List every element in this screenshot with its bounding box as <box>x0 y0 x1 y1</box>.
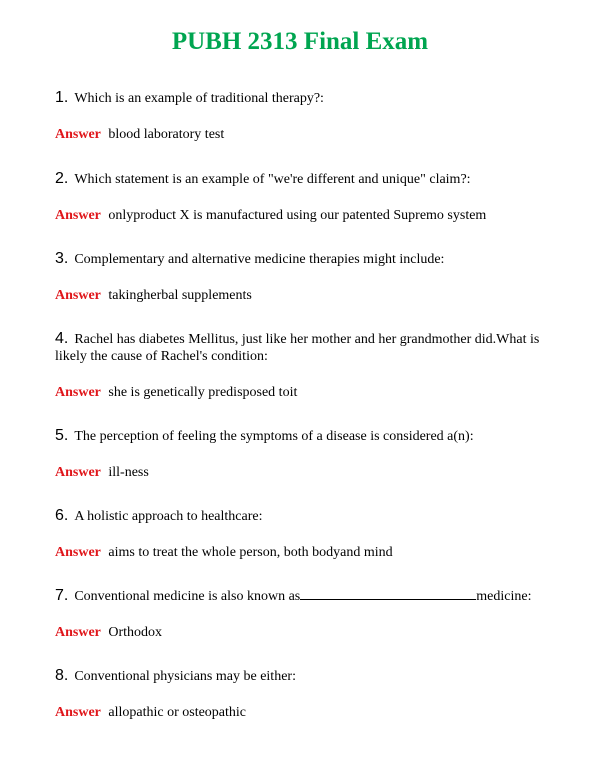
question-7 <box>55 587 545 641</box>
answer-text: takingherbal supplements <box>108 288 252 303</box>
answer-line <box>55 384 545 401</box>
question-text: 2. Which statement is an example of "we're different and unique" claim?: <box>55 170 471 187</box>
answer-line <box>55 287 545 304</box>
answer-line <box>55 704 545 721</box>
question-number: 8. <box>55 667 69 684</box>
question-text: 6. A holistic approach to healthcare: <box>55 507 263 524</box>
question-number: 1. <box>55 89 69 106</box>
question-number: 4. <box>55 330 69 347</box>
question-number: 5. <box>55 427 69 444</box>
question-text: 1. Which is an example of traditional therapy?: <box>55 89 324 106</box>
answer-label: Answer <box>55 127 101 142</box>
question-number: 3. <box>55 250 69 267</box>
answer-text: onlyproduct X is manufactured using our patented Supremo system <box>108 208 487 223</box>
question-2 <box>55 170 545 224</box>
answer-line <box>55 126 545 143</box>
question-text: 8. Conventional physicians may be either: <box>55 667 296 684</box>
answer-label: Answer <box>55 705 101 720</box>
question-number: 2. <box>55 170 69 187</box>
answer-line <box>55 544 545 561</box>
fill-in-blank <box>300 587 476 600</box>
answer-text: aims to treat the whole person, both bodyand mind <box>108 545 393 560</box>
answer-line <box>55 624 545 641</box>
answer-label: Answer <box>55 545 101 560</box>
answer-text: allopathic or osteopathic <box>108 705 247 720</box>
question-8 <box>55 667 545 721</box>
answer-line <box>55 464 545 481</box>
answer-text: ill-ness <box>108 465 149 480</box>
answer-label: Answer <box>55 208 101 223</box>
answer-text: blood laboratory test <box>108 127 225 142</box>
answer-line <box>55 207 545 224</box>
question-number: 6. <box>55 507 69 524</box>
question-6 <box>55 507 545 561</box>
answer-text: Orthodox <box>108 625 163 640</box>
page-title: PUBH 2313 Final Exam <box>171 28 429 55</box>
question-text: 3. Complementary and alternative medicine therapies might include: <box>55 250 445 267</box>
answer-label: Answer <box>55 288 101 303</box>
answer-label: Answer <box>55 465 101 480</box>
answer-label: Answer <box>55 385 101 400</box>
question-1 <box>55 89 545 143</box>
question-5 <box>55 427 545 481</box>
question-text: 7. Conventional medicine is also known as medicine: <box>55 587 532 604</box>
question-text: 5. The perception of feeling the symptoms of a disease is considered a(n): <box>55 427 474 444</box>
answer-label: Answer <box>55 625 101 640</box>
question-number: 7. <box>55 587 69 604</box>
question-text: 4. Rachel has diabetes Mellitus, just like her mother and her grandmother did.What is likely the cause of Rachel's condition: <box>55 330 540 364</box>
question-4 <box>55 330 545 401</box>
answer-text: she is genetically predisposed toit <box>108 385 298 400</box>
question-3 <box>55 250 545 304</box>
